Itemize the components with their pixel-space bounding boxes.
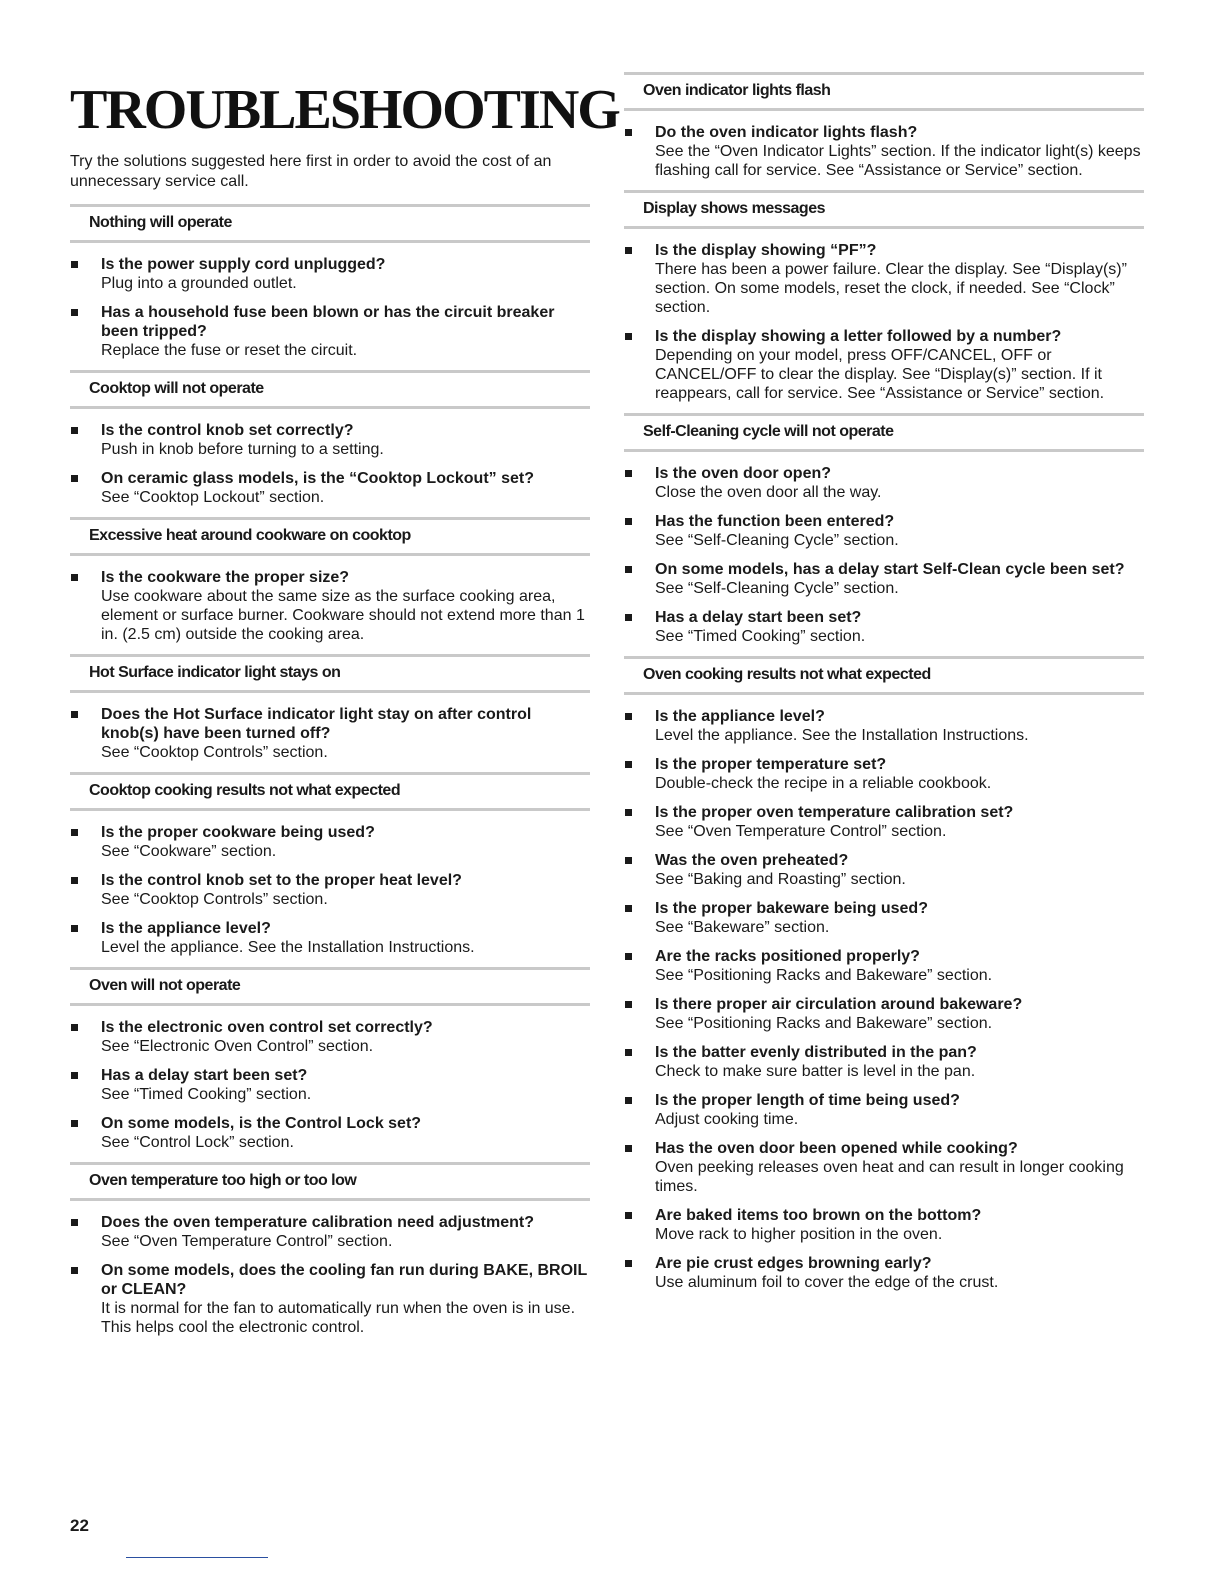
square-bullet-icon — [625, 1212, 632, 1219]
square-bullet-icon — [71, 925, 78, 932]
square-bullet-icon — [625, 614, 632, 621]
footer-rule — [126, 1557, 268, 1558]
answer-text: Double-check the recipe in a reliable cookbook. — [655, 775, 992, 792]
answer-text: See “Positioning Racks and Bakeware” section. — [655, 967, 993, 984]
question-text: Is the proper temperature set? — [655, 756, 887, 773]
section-heading: Cooktop cooking results not what expected — [70, 772, 590, 811]
square-bullet-icon — [625, 857, 632, 864]
question-text: Is the proper bakeware being used? — [655, 900, 928, 917]
list-item — [70, 871, 590, 909]
question-text: Is the display showing a letter followed by a number? — [655, 328, 1062, 345]
square-bullet-icon — [71, 475, 78, 482]
list-item — [624, 1139, 1144, 1196]
list-item — [624, 1206, 1144, 1244]
question-text: Does the oven temperature calibration need adjustment? — [101, 1214, 534, 1231]
question-text: Is the batter evenly distributed in the pan? — [655, 1044, 977, 1061]
question-text: Is the cookware the proper size? — [101, 569, 350, 586]
square-bullet-icon — [625, 566, 632, 573]
question-text: On some models, is the Control Lock set? — [101, 1115, 422, 1132]
section-heading: Oven will not operate — [70, 967, 590, 1006]
question-text: Has a household fuse been blown or has the circuit breaker been tripped? — [101, 304, 555, 340]
list-item — [70, 1261, 590, 1337]
list-item — [624, 947, 1144, 985]
list-item — [70, 919, 590, 957]
question-text: Are the racks positioned properly? — [655, 948, 920, 965]
square-bullet-icon — [625, 247, 632, 254]
question-text: Is the proper oven temperature calibration set? — [655, 804, 1014, 821]
list-item — [624, 241, 1144, 317]
list-item — [624, 327, 1144, 403]
answer-text: See “Bakeware” section. — [655, 919, 830, 936]
square-bullet-icon — [625, 470, 632, 477]
troubleshooting-section — [624, 190, 1144, 403]
answer-text: It is normal for the fan to automatically run when the oven is in use. This helps cool the electronic control. — [101, 1300, 576, 1336]
section-heading: Display shows messages — [624, 190, 1144, 229]
section-heading: Oven indicator lights flash — [624, 72, 1144, 111]
list-item — [624, 1254, 1144, 1292]
answer-text: Depending on your model, press OFF/CANCEL, OFF or CANCEL/OFF to clear the display. See “Display(s)” section. If it reappears, call for service. See “Assistance or Service” section. — [655, 347, 1105, 402]
question-text: Is the proper cookware being used? — [101, 824, 375, 841]
answer-text: See “Timed Cooking” section. — [101, 1086, 312, 1103]
question-text: Do the oven indicator lights flash? — [655, 124, 918, 141]
answer-text: Use aluminum foil to cover the edge of the crust. — [655, 1274, 999, 1291]
square-bullet-icon — [625, 1001, 632, 1008]
left-sections — [70, 204, 590, 1337]
question-text: Has the oven door been opened while cooking? — [655, 1140, 1018, 1157]
question-text: Is the appliance level? — [101, 920, 271, 937]
answer-text: Level the appliance. See the Installation Instructions. — [655, 727, 1029, 744]
square-bullet-icon — [71, 1120, 78, 1127]
list-item — [624, 899, 1144, 937]
question-text: On some models, does the cooling fan run during BAKE, BROIL or CLEAN? — [101, 1262, 587, 1298]
question-text: Does the Hot Surface indicator light stay on after control knob(s) have been turned off? — [101, 706, 532, 742]
section-heading: Excessive heat around cookware on cooktop — [70, 517, 590, 556]
list-item — [70, 1018, 590, 1056]
square-bullet-icon — [625, 1260, 632, 1267]
left-column — [70, 72, 619, 1347]
list-item — [70, 823, 590, 861]
square-bullet-icon — [71, 829, 78, 836]
troubleshooting-section — [70, 204, 590, 360]
square-bullet-icon — [625, 713, 632, 720]
troubleshooting-section — [624, 656, 1144, 1292]
square-bullet-icon — [71, 877, 78, 884]
list-item — [70, 568, 590, 644]
question-text: Are baked items too brown on the bottom? — [655, 1207, 982, 1224]
section-heading: Oven cooking results not what expected — [624, 656, 1144, 695]
question-text: Is the control knob set to the proper heat level? — [101, 872, 462, 889]
square-bullet-icon — [625, 953, 632, 960]
answer-text: See “Positioning Racks and Bakeware” section. — [655, 1015, 993, 1032]
answer-text: See “Self-Cleaning Cycle” section. — [655, 580, 899, 597]
answer-text: See “Electronic Oven Control” section. — [101, 1038, 374, 1055]
troubleshooting-section — [70, 517, 590, 644]
troubleshooting-section — [70, 654, 590, 762]
intro-text: Try the solutions suggested here first in order to avoid the cost of an unnecessary service call. — [70, 153, 552, 190]
list-item — [70, 421, 590, 459]
square-bullet-icon — [625, 333, 632, 340]
right-sections — [624, 72, 1144, 1292]
list-item — [70, 1066, 590, 1104]
answer-text: Replace the fuse or reset the circuit. — [101, 342, 358, 359]
troubleshooting-section — [624, 413, 1144, 646]
question-text: Has a delay start been set? — [655, 609, 862, 626]
answer-text: Plug into a grounded outlet. — [101, 275, 297, 292]
question-text: Was the oven preheated? — [655, 852, 849, 869]
list-item — [624, 995, 1144, 1033]
list-item — [70, 1114, 590, 1152]
list-item — [624, 1043, 1144, 1081]
section-heading: Oven temperature too high or too low — [70, 1162, 590, 1201]
square-bullet-icon — [625, 1145, 632, 1152]
question-text: Has a delay start been set? — [101, 1067, 308, 1084]
square-bullet-icon — [625, 518, 632, 525]
answer-text: See “Oven Temperature Control” section. — [655, 823, 947, 840]
section-heading: Cooktop will not operate — [70, 370, 590, 409]
answer-text: Level the appliance. See the Installation Instructions. — [101, 939, 475, 956]
question-text: Is the electronic oven control set correctly? — [101, 1019, 433, 1036]
answer-text: Check to make sure batter is level in the pan. — [655, 1063, 976, 1080]
question-text: Is there proper air circulation around bakeware? — [655, 996, 1023, 1013]
square-bullet-icon — [71, 1072, 78, 1079]
list-item — [624, 512, 1144, 550]
list-item — [624, 851, 1144, 889]
list-item — [624, 608, 1144, 646]
section-heading: Nothing will operate — [70, 204, 590, 243]
troubleshooting-section — [70, 370, 590, 507]
list-item — [70, 705, 590, 762]
answer-text: Push in knob before turning to a setting. — [101, 441, 384, 458]
square-bullet-icon — [625, 1049, 632, 1056]
section-heading: Self-Cleaning cycle will not operate — [624, 413, 1144, 452]
answer-text: See the “Oven Indicator Lights” section. If the indicator light(s) keeps flashing call for service. See “Assistance or Service” section. — [655, 143, 1141, 179]
troubleshooting-section — [70, 772, 590, 957]
question-text: Are pie crust edges browning early? — [655, 1255, 932, 1272]
answer-text: See “Cooktop Lockout” section. — [101, 489, 325, 506]
answer-text: See “Control Lock” section. — [101, 1134, 294, 1151]
list-item — [624, 464, 1144, 502]
square-bullet-icon — [71, 261, 78, 268]
question-text: Is the oven door open? — [655, 465, 832, 482]
section-heading: Hot Surface indicator light stays on — [70, 654, 590, 693]
square-bullet-icon — [71, 309, 78, 316]
answer-text: See “Oven Temperature Control” section. — [101, 1233, 393, 1250]
question-text: Is the power supply cord unplugged? — [101, 256, 386, 273]
answer-text: Close the oven door all the way. — [655, 484, 882, 501]
square-bullet-icon — [71, 574, 78, 581]
answer-text: There has been a power failure. Clear the display. See “Display(s)” section. On some models, reset the clock, if needed. See “Clock” section. — [655, 261, 1127, 316]
answer-text: Use cookware about the same size as the surface cooking area, element or surface burner. Cookware should not extend more than 1 in. (2.5 cm) outside the cooking area. — [101, 588, 585, 643]
answer-text: Move rack to higher position in the oven. — [655, 1226, 943, 1243]
list-item — [624, 1091, 1144, 1129]
list-item — [624, 803, 1144, 841]
question-text: On some models, has a delay start Self-Clean cycle been set? — [655, 561, 1125, 578]
answer-text: See “Cooktop Controls” section. — [101, 744, 328, 761]
answer-text: See “Cookware” section. — [101, 843, 277, 860]
troubleshooting-section — [70, 967, 590, 1152]
list-item — [624, 755, 1144, 793]
question-text: Is the proper length of time being used? — [655, 1092, 960, 1109]
right-column — [624, 72, 1144, 1302]
question-text: Has the function been entered? — [655, 513, 895, 530]
answer-text: See “Self-Cleaning Cycle” section. — [655, 532, 899, 549]
square-bullet-icon — [71, 1267, 78, 1274]
square-bullet-icon — [71, 1219, 78, 1226]
question-text: On ceramic glass models, is the “Cooktop Lockout” set? — [101, 470, 534, 487]
troubleshooting-section — [624, 72, 1144, 180]
list-item — [70, 303, 590, 360]
page-title: TROUBLESHOOTING — [70, 79, 619, 141]
answer-text: Adjust cooking time. — [655, 1111, 799, 1128]
list-item — [70, 1213, 590, 1251]
square-bullet-icon — [625, 129, 632, 136]
list-item — [70, 469, 590, 507]
square-bullet-icon — [71, 427, 78, 434]
question-text: Is the display showing “PF”? — [655, 242, 877, 259]
square-bullet-icon — [625, 809, 632, 816]
square-bullet-icon — [625, 1097, 632, 1104]
list-item — [624, 707, 1144, 745]
question-text: Is the appliance level? — [655, 708, 825, 725]
troubleshooting-section — [70, 1162, 590, 1337]
answer-text: See “Timed Cooking” section. — [655, 628, 866, 645]
list-item — [624, 560, 1144, 598]
page-number: 22 — [70, 1516, 89, 1535]
square-bullet-icon — [625, 761, 632, 768]
list-item — [624, 123, 1144, 180]
question-text: Is the control knob set correctly? — [101, 422, 354, 439]
square-bullet-icon — [625, 905, 632, 912]
square-bullet-icon — [71, 1024, 78, 1031]
square-bullet-icon — [71, 711, 78, 718]
list-item — [70, 255, 590, 293]
answer-text: Oven peeking releases oven heat and can result in longer cooking times. — [655, 1159, 1124, 1195]
answer-text: See “Cooktop Controls” section. — [101, 891, 328, 908]
answer-text: See “Baking and Roasting” section. — [655, 871, 906, 888]
